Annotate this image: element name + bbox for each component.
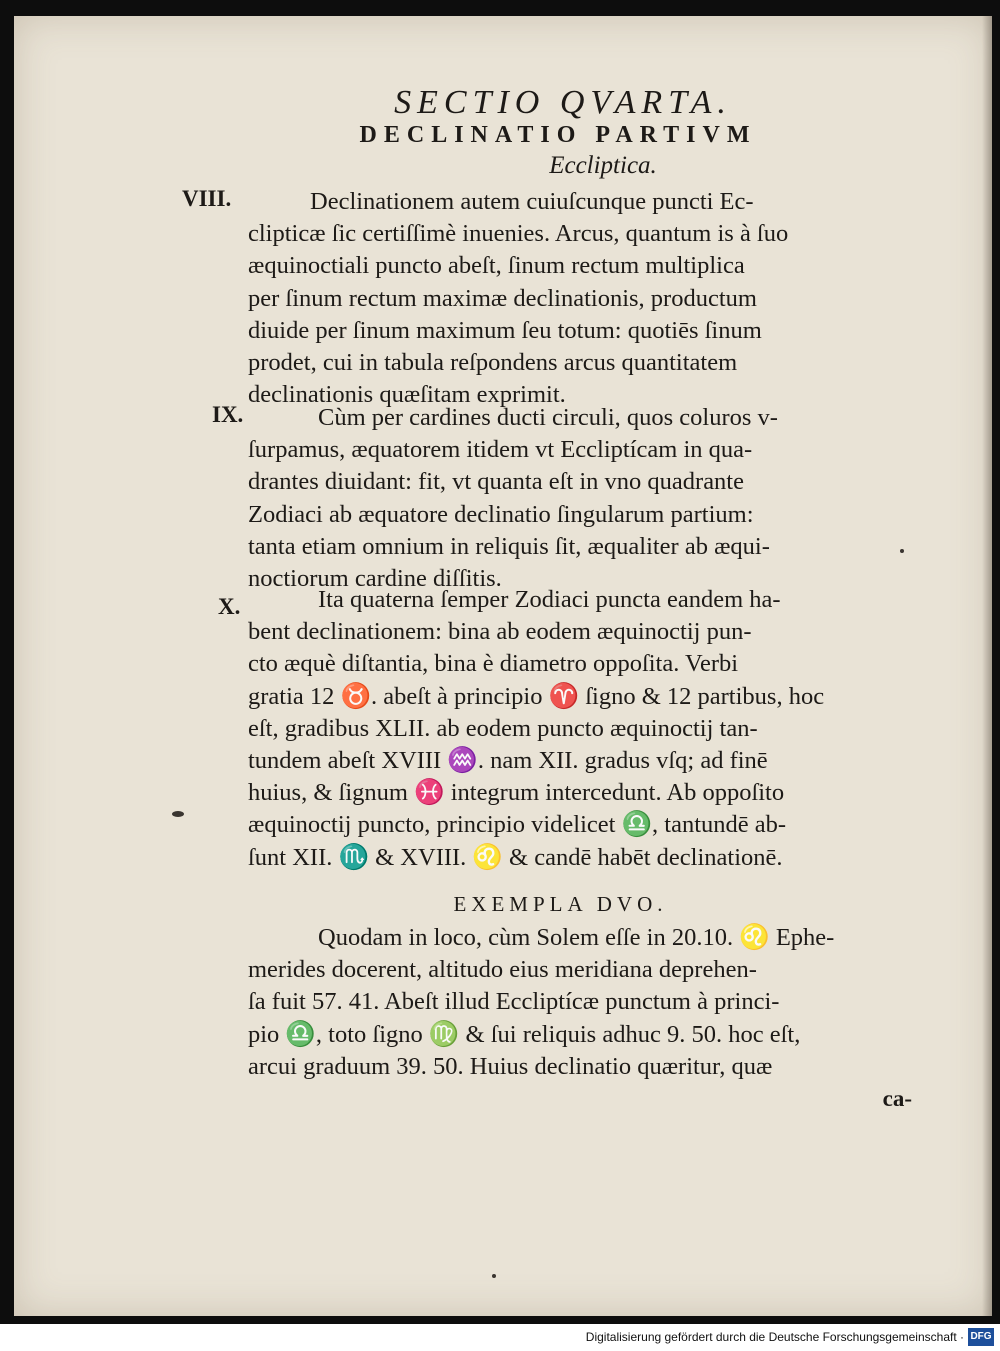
ink-speck [492, 1274, 496, 1278]
examples-heading: EXEMPLA DVO. [453, 892, 668, 916]
footer-bar [0, 1324, 1000, 1351]
running-head: SECTIO QVARTA. [394, 84, 732, 121]
text-line: prodet, cui in tabula reſpondens arcus quantitatem [248, 349, 738, 377]
funding-credit: Digitalisierung gefördert durch die Deutsche Forschungsgemeinschaft · [585, 1330, 964, 1344]
text-line: drantes diuidant: fit, vt quanta eſt in vno quadrante [248, 468, 744, 496]
text-line: gratia 12 ♉. abeſt à principio ♈ ſigno & 12 partibus, hoc [248, 682, 825, 710]
text-line: æquinoctij puncto, principio videlicet ♎, tantundē ab- [248, 811, 787, 839]
text-line: Ita quaterna ſemper Zodiaci puncta eandem ha- [318, 586, 781, 613]
text-line: tanta etiam omnium in reliquis ſit, æqualiter ab æqui- [248, 532, 770, 560]
text-line: æquinoctiali puncto abeſt, ſinum rectum multiplica [248, 252, 745, 280]
examples-paragraph [248, 922, 928, 1083]
section-subtitle: Eccliptica. [549, 152, 657, 179]
text-line: Declinationem autem cuiuſcunque puncti Ec- [310, 188, 754, 215]
text-line: per ſinum rectum maximæ declinationis, productum [248, 284, 757, 312]
paragraph-number-viii: VIII. [182, 186, 232, 211]
text-line: merides docerent, altitudo eius meridiana deprehen- [248, 956, 757, 984]
book-page [14, 16, 992, 1316]
dfg-logo: DFG [968, 1328, 994, 1346]
ink-speck [900, 549, 904, 553]
text-line: Quodam in loco, cùm Solem eſſe in 20.10. ♌ Ephe- [318, 924, 835, 951]
catchword: ca- [882, 1086, 912, 1111]
text-line: Zodiaci ab æquatore declinatio ſingularum partium: [248, 500, 754, 528]
text-line: arcui graduum 39. 50. Huius declinatio quæritur, quæ [248, 1052, 773, 1080]
text-line: huius, & ſignum ♓ integrum intercedunt. Ab oppoſito [248, 779, 785, 807]
text-line: Cùm per cardines ducti circuli, quos coluros v- [318, 404, 778, 431]
text-line: ſunt XII. ♏ & XVIII. ♌ & candē habēt declinationē. [248, 843, 783, 871]
text-line: tundem abeſt XVIII ♒. nam XII. gradus vſq; ad finē [248, 747, 768, 775]
text-line: cto æquè diſtantia, bina è diametro oppoſita. Verbi [248, 650, 739, 678]
text-line: bent declinationem: bina ab eodem æquinoctij pun- [248, 618, 752, 646]
text-line: clipticæ ſic certiſſimè inuenies. Arcus, quantum is à ſuo [248, 220, 789, 248]
text-line: ſurpamus, æquatorem itidem vt Eccliptícam in qua- [248, 436, 753, 464]
text-line: eſt, gradibus XLII. ab eodem puncto æquinoctij tan- [248, 714, 758, 742]
text-line: declinationis quæſitam exprimit. [248, 381, 566, 409]
text-line: noctiorum cardine diſſitis. [248, 565, 502, 593]
paragraph-x [248, 584, 928, 874]
paragraph-number-ix: IX. [212, 402, 244, 427]
paragraph-number-x: X. [218, 594, 241, 619]
section-title: DECLINATIO PARTIVM [359, 122, 757, 148]
text-line: pio ♎, toto ſigno ♍ & ſui reliquis adhuc 9. 50. hoc eſt, [248, 1020, 801, 1048]
text-line: ſa fuit 57. 41. Abeſt illud Eccliptícæ punctum à princi- [248, 988, 780, 1016]
paragraph-viii [248, 186, 928, 411]
paragraph-ix [248, 402, 928, 595]
ink-speck [172, 811, 184, 817]
text-line: diuide per ſinum maximum ſeu totum: quotiēs ſinum [248, 316, 762, 344]
